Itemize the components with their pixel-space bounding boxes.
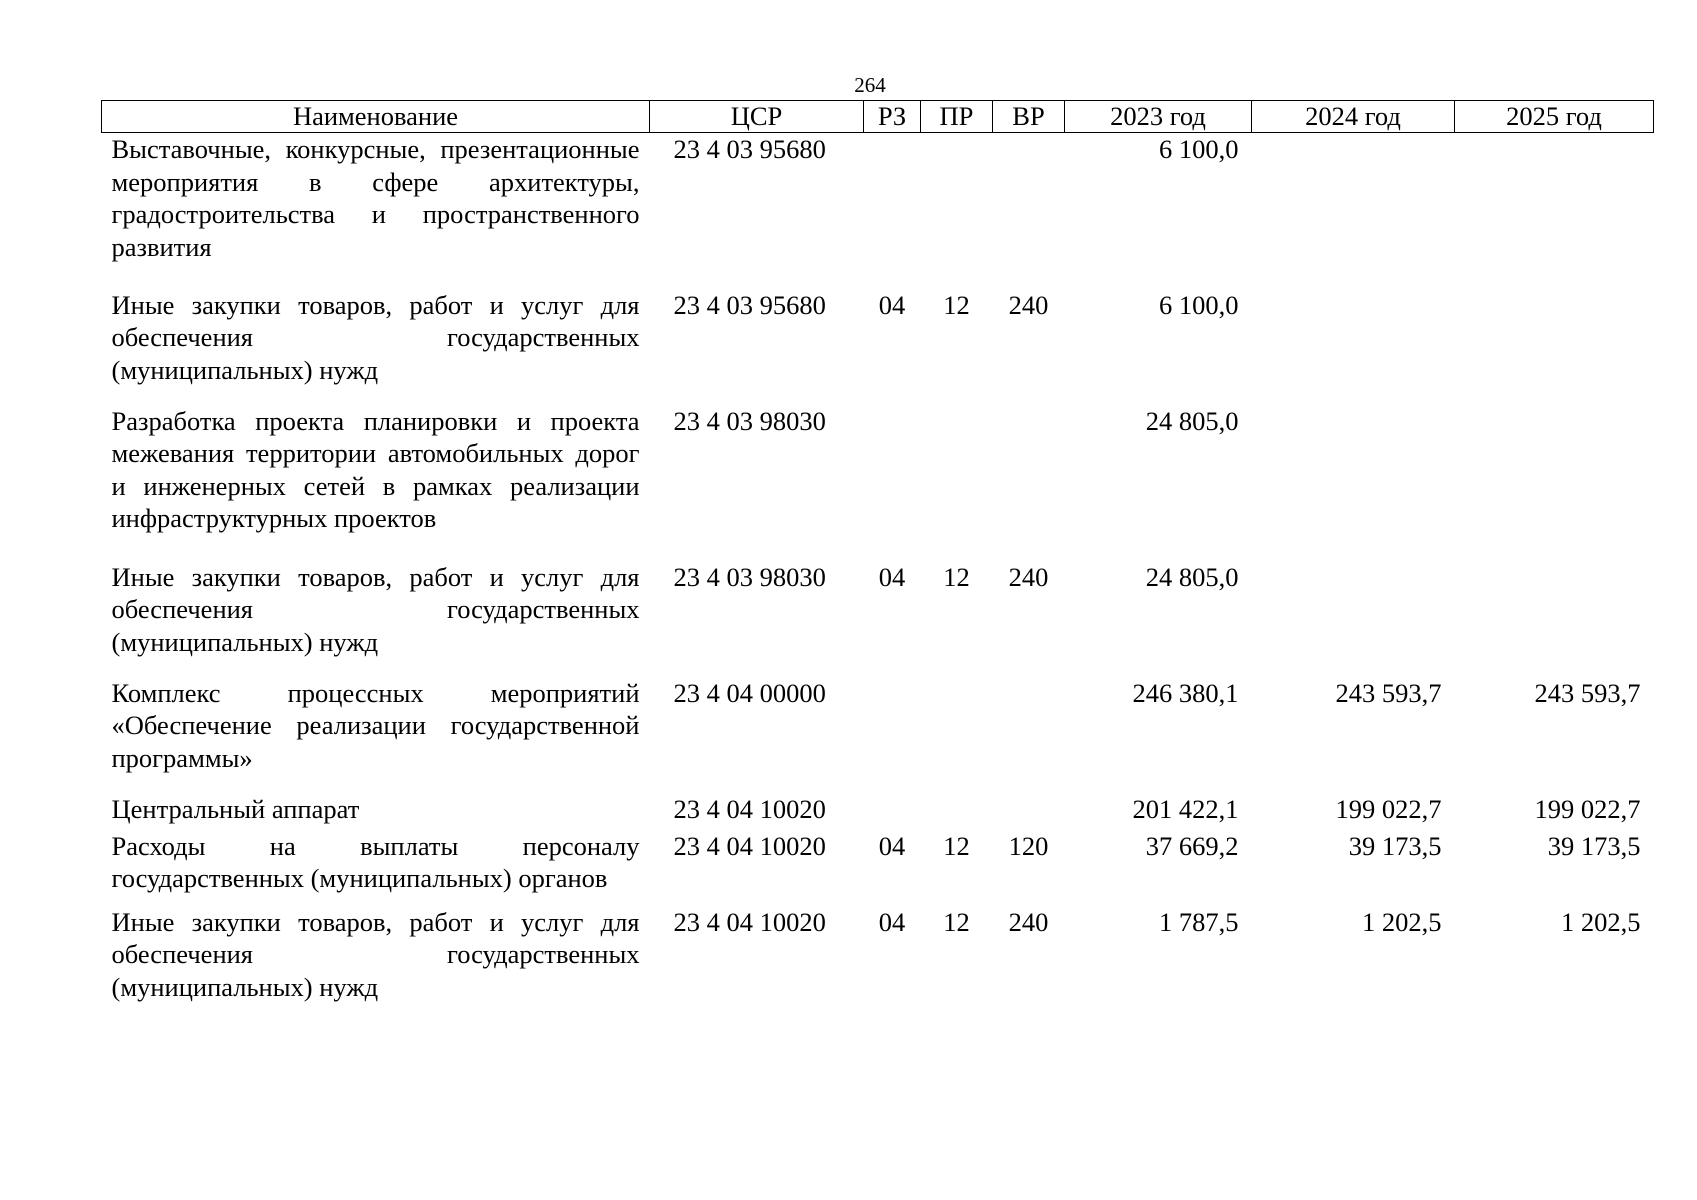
header-name: Наименование	[102, 101, 650, 133]
row-vr	[993, 793, 1065, 830]
row-2023: 1 787,5	[1159, 906, 1239, 937]
row-name: Расходы на выплаты персоналу государственных (муниципальных) органов	[111, 830, 640, 893]
table-row	[102, 906, 1654, 1016]
row-2025	[1455, 133, 1654, 289]
header-2024: 2024 год	[1252, 101, 1455, 133]
row-vr: 240	[1008, 906, 1049, 937]
row-2024	[1252, 405, 1455, 561]
row-2023: 24 805,0	[1145, 405, 1239, 436]
row-pr: 12	[943, 830, 970, 861]
row-2025	[1455, 289, 1654, 405]
row-2023: 24 805,0	[1145, 561, 1239, 592]
row-2024: 243 593,7	[1335, 677, 1442, 708]
row-2025	[1455, 561, 1654, 677]
budget-table	[101, 100, 1654, 1016]
row-rz: 04	[878, 561, 906, 592]
row-csr: 23 4 04 10020	[673, 830, 826, 861]
row-csr: 23 4 03 98030	[673, 561, 826, 592]
row-rz	[864, 405, 921, 561]
row-csr: 23 4 04 00000	[673, 677, 826, 708]
row-2023: 201 422,1	[1132, 793, 1239, 824]
table-row	[102, 405, 1654, 561]
row-rz: 04	[878, 289, 906, 320]
header-2023: 2023 год	[1065, 101, 1252, 133]
row-name: Выставочные, конкурсные, презентационные мероприятия в сфере архитектуры, градостроительства и пространственного развития	[111, 134, 640, 262]
row-pr: 12	[943, 906, 970, 937]
row-name: Иные закупки товаров, работ и услуг для обеспечения государственных (муниципальных) нужд	[111, 289, 640, 385]
row-2023: 6 100,0	[1159, 134, 1239, 164]
row-2024: 1 202,5	[1362, 906, 1442, 937]
row-csr: 23 4 04 10020	[673, 793, 826, 824]
header-2025: 2025 год	[1455, 101, 1654, 133]
row-2024	[1252, 133, 1455, 289]
row-vr	[993, 677, 1065, 793]
row-pr: 12	[943, 289, 970, 320]
table-row	[102, 830, 1654, 906]
row-vr	[993, 133, 1065, 289]
row-rz	[864, 133, 921, 289]
table-row	[102, 133, 1654, 289]
header-rz: РЗ	[864, 101, 921, 133]
row-name: Центральный аппарат	[111, 793, 360, 824]
table-row	[102, 561, 1654, 677]
row-2023: 37 669,2	[1145, 830, 1239, 861]
row-name: Иные закупки товаров, работ и услуг для обеспечения государственных (муниципальных) нужд	[111, 906, 640, 1002]
row-2025	[1455, 405, 1654, 561]
row-csr: 23 4 03 95680	[673, 134, 826, 164]
header-vr: ВР	[993, 101, 1065, 133]
row-vr: 240	[1008, 289, 1049, 320]
row-csr: 23 4 03 95680	[673, 289, 826, 320]
row-pr	[921, 133, 993, 289]
row-2024: 199 022,7	[1335, 793, 1442, 824]
row-vr: 120	[1008, 830, 1049, 861]
row-2025: 243 593,7	[1534, 677, 1641, 708]
row-pr: 12	[943, 561, 970, 592]
row-pr	[921, 405, 993, 561]
row-vr	[993, 405, 1065, 561]
row-rz	[864, 677, 921, 793]
row-2025: 39 173,5	[1547, 830, 1641, 861]
header-csr: ЦСР	[650, 101, 864, 133]
row-pr	[921, 677, 993, 793]
page-number: 264	[854, 73, 886, 97]
row-name: Комплекс процессных мероприятий «Обеспечение реализации государственной программы»	[111, 677, 640, 773]
row-2025: 199 022,7	[1534, 793, 1641, 824]
row-2023: 246 380,1	[1132, 677, 1239, 708]
row-csr: 23 4 03 98030	[673, 405, 826, 436]
row-2024: 39 173,5	[1348, 830, 1442, 861]
row-2025: 1 202,5	[1561, 906, 1641, 937]
table-row	[102, 677, 1654, 793]
row-name: Разработка проекта планировки и проекта межевания территории автомобильных дорог и инженерных сетей в рамках реализации инфраструктурных проектов	[111, 405, 640, 533]
table-row	[102, 289, 1654, 405]
row-rz: 04	[878, 830, 906, 861]
row-2023: 6 100,0	[1159, 289, 1239, 320]
row-name: Иные закупки товаров, работ и услуг для обеспечения государственных (муниципальных) нужд	[111, 561, 640, 657]
row-2024	[1252, 561, 1455, 677]
row-pr	[921, 793, 993, 830]
row-2024	[1252, 289, 1455, 405]
row-rz	[864, 793, 921, 830]
table-row	[102, 793, 1654, 830]
table-header-row	[102, 101, 1654, 133]
row-vr: 240	[1008, 561, 1049, 592]
row-rz: 04	[878, 906, 906, 937]
header-pr: ПР	[921, 101, 993, 133]
row-csr: 23 4 04 10020	[673, 906, 826, 937]
